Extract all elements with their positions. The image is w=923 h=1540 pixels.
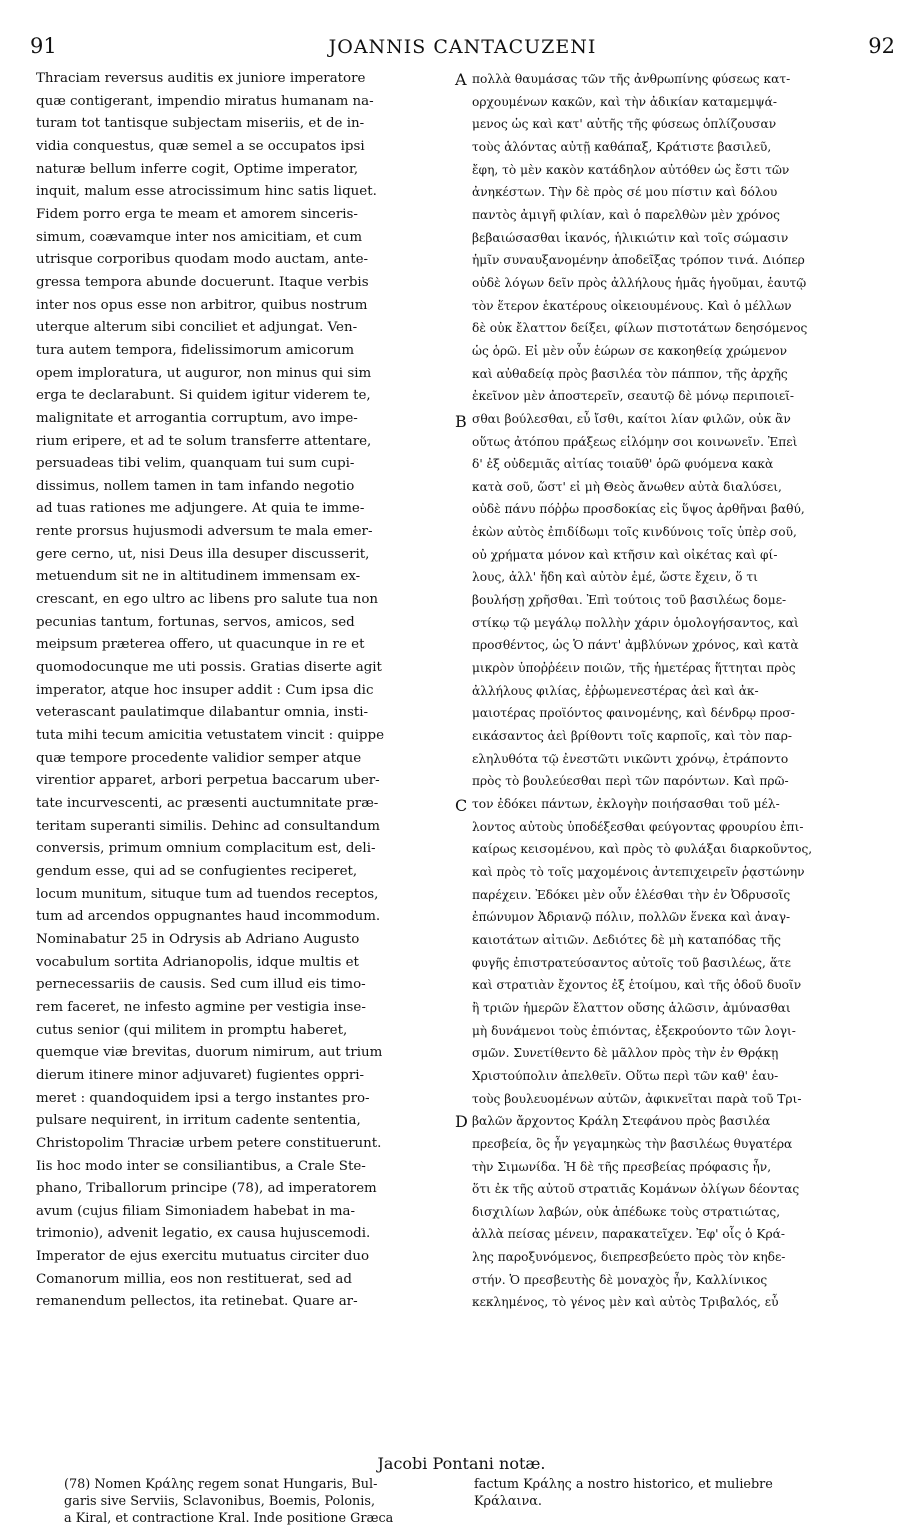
- latin-text-line: ad tuas rationes me adjungere. At quia te imme-: [36, 501, 365, 517]
- greek-text-line: μαιοτέρας προϊόντος φαινομένης, καὶ δένδρῳ προσ-: [472, 706, 795, 721]
- page-number-right: 92: [868, 34, 895, 58]
- footnote-line: factum Κράλης a nostro historico, et muliebre: [474, 1477, 773, 1492]
- latin-text-line: meret : quandoquidem ipsi a tergo instantes pro-: [36, 1090, 370, 1106]
- margin-letter-d: D: [455, 1112, 468, 1131]
- latin-text-line: tura autem tempora, fidelissimorum amicorum: [36, 342, 355, 358]
- greek-text-line: λους, ἀλλ' ἤδη καὶ αὐτὸν ἐμέ, ὥστε ἔχειν, ὅ τι: [472, 570, 758, 585]
- greek-text-line: καὶ πρὸς τὸ τοῖς μαχομένοις ἀντεπιχειρεῖν ῥᾳστώνην: [472, 864, 805, 879]
- latin-text-line: utrisque corporibus quodam modo auctam, ante-: [36, 252, 369, 268]
- greek-text-line: παρέχειν. Ἐδόκει μὲν οὖν ἑλέσθαι τὴν ἐν Ὀδρυσοῖς: [472, 887, 791, 902]
- latin-text-line: imperator, atque hoc insuper addit : Cum ipsa dic: [36, 682, 374, 698]
- greek-text-line: οὐδὲ λόγων δεῖν πρὸς ἀλλήλους ἡμᾶς ἡγοῦμαι, ἑαυτῷ: [472, 275, 807, 290]
- footnote-line: (78) Nomen Κράλης regem sonat Hungaris, Bul-: [64, 1477, 378, 1492]
- greek-text-line: εληλυθότα τῷ ἐνεστῶτι νικῶντι χρόνῳ, ἐτράποντο: [472, 751, 789, 766]
- greek-text-line: μενος ὡς καὶ κατ' αὐτῆς τῆς φύσεως ὁπλίζουσαν: [472, 117, 777, 132]
- latin-text-line: teritam superanti similis. Dehinc ad consultandum: [36, 818, 380, 834]
- page-number-left: 91: [30, 34, 57, 58]
- latin-text-line: Christopolim Thraciæ urbem petere constituerunt.: [36, 1135, 382, 1151]
- running-head-title: JOANNIS CANTACUZENI: [328, 36, 597, 58]
- greek-text-line: μὴ δυνάμενοι τοὺς ἐπιόντας, ἐξεκρούοντο τῶν λογι-: [472, 1023, 796, 1038]
- greek-text-line: δὲ οὐκ ἔλαττον δείξει, φίλων πιστοτάτων δεησόμενος: [472, 321, 808, 336]
- greek-text-line: φυγῆς ἐπιστρατεύσαντος αὐτοῖς τοῦ βασιλέως, ἅτε: [472, 955, 791, 970]
- greek-text-line: ἀλλήλους φιλίας, ἐῤῥωμενεστέρας ἀεὶ καὶ ἀκ-: [472, 683, 759, 698]
- latin-text-line: tuta mihi tecum amicitia vetustatem vincit : quippe: [36, 728, 384, 744]
- latin-text-line: malignitate et arrogantia corruptum, avo impe-: [36, 410, 358, 426]
- latin-text-line: Iis hoc modo inter se consiliantibus, a Crale Ste-: [36, 1158, 366, 1174]
- greek-text-line: Χριστούπολιν ἀπελθεῖν. Οὕτω περὶ τῶν καθ' ἑαυ-: [472, 1068, 779, 1083]
- greek-text-line: ἢ τριῶν ἡμερῶν ἔλαττον οὔσης ἁλῶσιν, ἀμύνασθαι: [472, 1000, 791, 1015]
- greek-text-line: ἐπώνυμον Ἀδριανῷ πόλιν, πολλῶν ἕνεκα καὶ ἀναγ-: [472, 910, 791, 925]
- greek-text-line: ἔφη, τὸ μὲν κακὸν κατάδηλον αὐτόθεν ὡς ἔστι τῶν: [472, 162, 790, 177]
- latin-text-line: trimonio), advenit legatio, ex causa hujuscemodi.: [36, 1226, 371, 1242]
- greek-text-line: σμῶν. Συνετίθεντο δὲ μᾶλλον πρὸς τὴν ἐν Θρᾴκῃ: [472, 1046, 779, 1061]
- footnote-line: garis sive Serviis, Sclavonibus, Boemis, Polonis,: [64, 1494, 376, 1509]
- footnote-right-column: [474, 1476, 914, 1510]
- greek-text-line: δισχιλίων λαβών, οὐκ ἀπέδωκε τοὺς στρατιώτας,: [472, 1204, 781, 1219]
- latin-text-line: turam tot tantisque subjectam miseriis, et de in-: [36, 116, 365, 132]
- latin-text-line: tum ad arcendos oppugnantes haud incommodum.: [36, 909, 381, 925]
- footnote-left-column: [64, 1476, 460, 1527]
- greek-text-line: πρὸς τὸ βουλεύεσθαι περὶ τῶν παρόντων. Καὶ πρῶ-: [472, 774, 789, 789]
- latin-text-line: quemque viæ brevitas, duorum nimirum, aut trium: [36, 1045, 383, 1061]
- latin-text-line: pulsare nequirent, in irritum cadente sententia,: [36, 1113, 361, 1129]
- greek-text-line: σθαι βούλεσθαι, εὖ ἴσθι, καίτοι λίαν φιλῶν, οὐκ ἂν: [472, 411, 791, 426]
- greek-text-line: παντὸς ἀμιγῆ φιλίαν, καὶ ὁ παρελθὼν μὲν χρόνος: [472, 207, 780, 222]
- greek-text-line: στήν. Ὁ πρεσβευτὴς δὲ μοναχὸς ἦν, Καλλίνικος: [472, 1272, 768, 1287]
- latin-text-line: inquit, malum esse atrocissimum hinc satis liquet.: [36, 184, 377, 200]
- latin-text-line: Comanorum millia, eos non restituerat, sed ad: [36, 1271, 352, 1287]
- greek-text-line: οὐ χρήματα μόνον καὶ κτῆσιν καὶ οἰκέτας καὶ φί-: [472, 547, 778, 562]
- greek-text-line: πολλὰ θαυμάσας τῶν τῆς ἀνθρωπίνης φύσεως κατ-: [472, 72, 791, 86]
- greek-text-line: κατὰ σοῦ, ὥστ' εἰ μὴ Θεὸς ἄνωθεν αὐτὰ διαλύσει,: [472, 479, 782, 494]
- footnote-line: Κράλαινα.: [474, 1494, 542, 1509]
- latin-text-line: remanendum pellectos, ita retinebat. Quare ar-: [36, 1294, 358, 1310]
- margin-letter-c: C: [455, 796, 468, 815]
- latin-text-line: rem faceret, ne infesto agmine per vestigia inse-: [36, 999, 366, 1015]
- greek-text-line: ἡμῖν συναυξανομένην ἀποδεῖξας τρόπον τινά. Διόπερ: [472, 253, 805, 268]
- latin-text-line: gressa tempora abunde docuerunt. Itaque verbis: [36, 274, 369, 290]
- latin-text-line: opem imploratura, ut auguror, non minus qui sim: [36, 365, 372, 381]
- latin-text-line: Fidem porro erga te meam et amorem sinceris-: [36, 206, 358, 222]
- greek-text-line: βεβαιώσασθαι ἱκανός, ἡλικιώτιν καὶ τοῖς σώμασιν: [472, 230, 789, 245]
- latin-text-line: cutus senior (qui militem in promptu haberet,: [36, 1022, 348, 1038]
- greek-text-line: εικάσαντος ἀεὶ βρίθοντι τοῖς καρποῖς, καὶ τὸν παρ-: [472, 729, 792, 744]
- latin-text-line: inter nos opus esse non arbitror, quibus nostrum: [36, 297, 368, 313]
- latin-text-line: pecunias tantum, fortunas, servos, amicos, sed: [36, 614, 355, 630]
- greek-text-line: μικρὸν ὑποῤῥέειν ποιῶν, τῆς ἡμετέρας ἥττηται πρὸς: [472, 661, 796, 676]
- greek-text-line: ὅτι ἐκ τῆς αὐτοῦ στρατιᾶς Κομάνων ὀλίγων δέοντας: [472, 1182, 800, 1197]
- latin-text-line: quomodocunque me uti possis. Gratias diserte agit: [36, 660, 382, 676]
- latin-text-line: rium eripere, et ad te solum transferre attentare,: [36, 433, 372, 449]
- running-header: [30, 34, 895, 64]
- latin-text-line: vocabulum sortita Adrianopolis, idque multis et: [36, 954, 359, 970]
- latin-text-line: gere cerno, ut, nisi Deus illa desuper discusserit,: [36, 546, 370, 562]
- latin-text-line: gendum esse, qui ad se confugientes reciperet,: [36, 863, 358, 879]
- latin-text-line: Nominabatur 25 in Odrysis ab Adriano Augusto: [36, 931, 360, 947]
- latin-text-line: erga te declarabunt. Si quidem igitur viderem te,: [36, 388, 371, 404]
- latin-text-line: dierum itinere minor adjuvaret) fugientes oppri-: [36, 1067, 365, 1083]
- greek-text-line: λοντος αὐτοὺς ὑποδέξεσθαι φεύγοντας φρουρίου ἐπι-: [472, 819, 804, 834]
- greek-text-line: βαλῶν ἄρχοντος Κράλη Στεφάνου πρὸς βασιλέα: [472, 1114, 771, 1129]
- greek-text-line: λης παροξυνόμενος, διεπρεσβεύετο πρὸς τὸν κηδε-: [472, 1250, 786, 1265]
- greek-text-line: δ' ἐξ οὐδεμιᾶς αἰτίας τοιαῦθ' ὁρῶ φυόμενα κακὰ: [472, 457, 774, 472]
- greek-text-line: καὶ στρατιὰν ἔχοντος ἐξ ἑτοίμου, καὶ τῆς ὁδοῦ δυοῖν: [472, 978, 802, 993]
- greek-text-line: ορχουμένων κακῶν, καὶ τὴν ἀδικίαν καταμεμψά-: [472, 94, 778, 109]
- greek-text-line: στίκῳ τῷ μεγάλῳ πολλὴν χάριν ὁμολογήσαντος, καὶ: [472, 615, 799, 630]
- latin-text-line: virentior apparet, arbori perpetua baccarum uber-: [36, 773, 380, 789]
- latin-text-line: Thraciam reversus auditis ex juniore imperatore: [36, 71, 366, 86]
- margin-letter-b: B: [455, 412, 467, 431]
- greek-text-line: οὕτως ἀτόπου πράξεως εἱλόμην σοι κοινωνεῖν. Ἐπεὶ: [472, 434, 798, 449]
- latin-text-line: simum, coævamque inter nos amicitiam, et cum: [36, 229, 363, 245]
- latin-text-line: metuendum sit ne in altitudinem immensam ex-: [36, 569, 361, 585]
- greek-text-line: τοὺς βουλευομένων αὐτῶν, ἀφικνεῖται παρὰ τοῦ Τρι-: [472, 1091, 802, 1106]
- latin-text-line: veterascant paulatimque dilabantur omnia, insti-: [36, 705, 369, 721]
- greek-text-line: ὡς ὁρῶ. Εἰ μὲν οὖν ἑώρων σε κακοηθείᾳ χρώμενον: [472, 343, 788, 358]
- greek-text-line: τὴν Σιμωνίδα. Ἡ δὲ τῆς πρεσβείας πρόφασις ἦν,: [472, 1159, 772, 1174]
- greek-text-line: οὐδὲ πάνυ πόῤῥω προσδοκίας εἰς ὕψος ἀρθῆναι βαθύ,: [472, 502, 805, 517]
- latin-text-line: conversis, primum omnium complacitum est, deli-: [36, 841, 376, 857]
- latin-text-line: meipsum præterea offero, ut quacunque in re et: [36, 637, 365, 653]
- greek-text-line: κεκλημένος, τὸ γένος μὲν καὶ αὐτὸς Τριβαλός, εὖ: [472, 1295, 779, 1310]
- greek-text-line: βουλήσῃ χρῆσθαι. Ἐπὶ τούτοις τοῦ βασιλέως δομε-: [472, 593, 787, 608]
- greek-text-line: καιοτάτων αἰτιῶν. Δεδιότες δὲ μὴ καταπόδας τῆς: [472, 932, 782, 947]
- footnote-line: a Kiral, et contractione Kral. Inde positione Græca: [64, 1511, 394, 1526]
- latin-text-line: pernecessariis de causis. Sed cum illud eis timo-: [36, 977, 366, 993]
- greek-text-column: [472, 68, 912, 1314]
- latin-text-line: uterque alterum sibi conciliet et adjungat. Ven-: [36, 320, 358, 336]
- latin-text-line: avum (cujus filiam Simoniadem habebat in ma-: [36, 1203, 356, 1219]
- latin-text-line: locum munitum, situque tum ad tuendos receptos,: [36, 886, 379, 902]
- greek-text-line: ἀλλὰ πείσας μένειν, παρακατεῖχεν. Ἐφ' οἷς ὁ Κρά-: [472, 1227, 786, 1242]
- latin-text-line: persuadeas tibi velim, quanquam tui sum cupi-: [36, 456, 355, 472]
- greek-text-line: ἀνηκέστων. Τὴν δὲ πρὸς σέ μου πίστιν καὶ δόλου: [472, 185, 778, 200]
- greek-text-line: τον ἐδόκει πάντων, ἐκλογὴν ποιήσασθαι τοῦ μέλ-: [472, 797, 780, 811]
- latin-text-line: quæ contigerant, impendio miratus humanam na-: [36, 93, 374, 109]
- greek-text-line: τὸν ἕτερον ἑκατέρους οἰκειουμένους. Καὶ ὁ μέλλων: [472, 298, 792, 313]
- latin-text-line: Imperator de ejus exercitu mutuatus circiter duo: [36, 1249, 370, 1265]
- greek-text-line: τοὺς ἁλόντας αὐτῇ καθάπαξ, Κράτιστε βασιλεῦ,: [472, 139, 772, 154]
- greek-text-line: καίρως κεισομένου, καὶ πρὸς τὸ φυλάξαι διαρκοῦντος,: [472, 842, 813, 857]
- latin-text-line: dissimus, nollem tamen in tam infando negotio: [36, 478, 355, 494]
- latin-text-column: [36, 68, 454, 1314]
- notes-heading: Jacobi Pontani notæ.: [377, 1454, 546, 1473]
- latin-text-line: phano, Triballorum principe (78), ad imperatorem: [36, 1181, 377, 1197]
- latin-text-line: crescant, en ego ultro ac libens pro salute tua non: [36, 592, 379, 608]
- greek-text-line: ἐκεῖνον μὲν ἀποστερεῖν, σεαυτῷ δὲ μόνῳ περιποιεῖ-: [472, 389, 795, 404]
- latin-text-line: naturæ bellum inferre cogit, Optime imperator,: [36, 161, 359, 177]
- greek-text-line: καὶ αὐθαδείᾳ πρὸς βασιλέα τὸν πάππον, τῆς ἀρχῆς: [472, 366, 788, 381]
- latin-text-line: tate incurvescenti, ac præsenti auctumnitate præ-: [36, 796, 379, 811]
- latin-text-line: vidia conquestus, quæ semel a se occupatos ipsi: [36, 138, 365, 154]
- latin-text-line: rente prorsus hujusmodi adversum te mala emer-: [36, 524, 373, 540]
- greek-text-line: προσθέντος, ὡς Ὁ πάντ' ἀμβλύνων χρόνος, καὶ κατὰ: [472, 638, 799, 653]
- latin-text-line: quæ tempore procedente validior semper atque: [36, 750, 362, 766]
- greek-text-line: πρεσβεία, ὃς ἦν γεγαμηκὼς τὴν βασιλέως θυγατέρα: [472, 1136, 793, 1151]
- margin-letter-a: A: [455, 70, 467, 89]
- greek-text-line: ἑκὼν αὐτὸς ἐπιδίδωμι τοῖς κινδύνοις τοῖς ὑπὲρ σοῦ,: [472, 525, 797, 540]
